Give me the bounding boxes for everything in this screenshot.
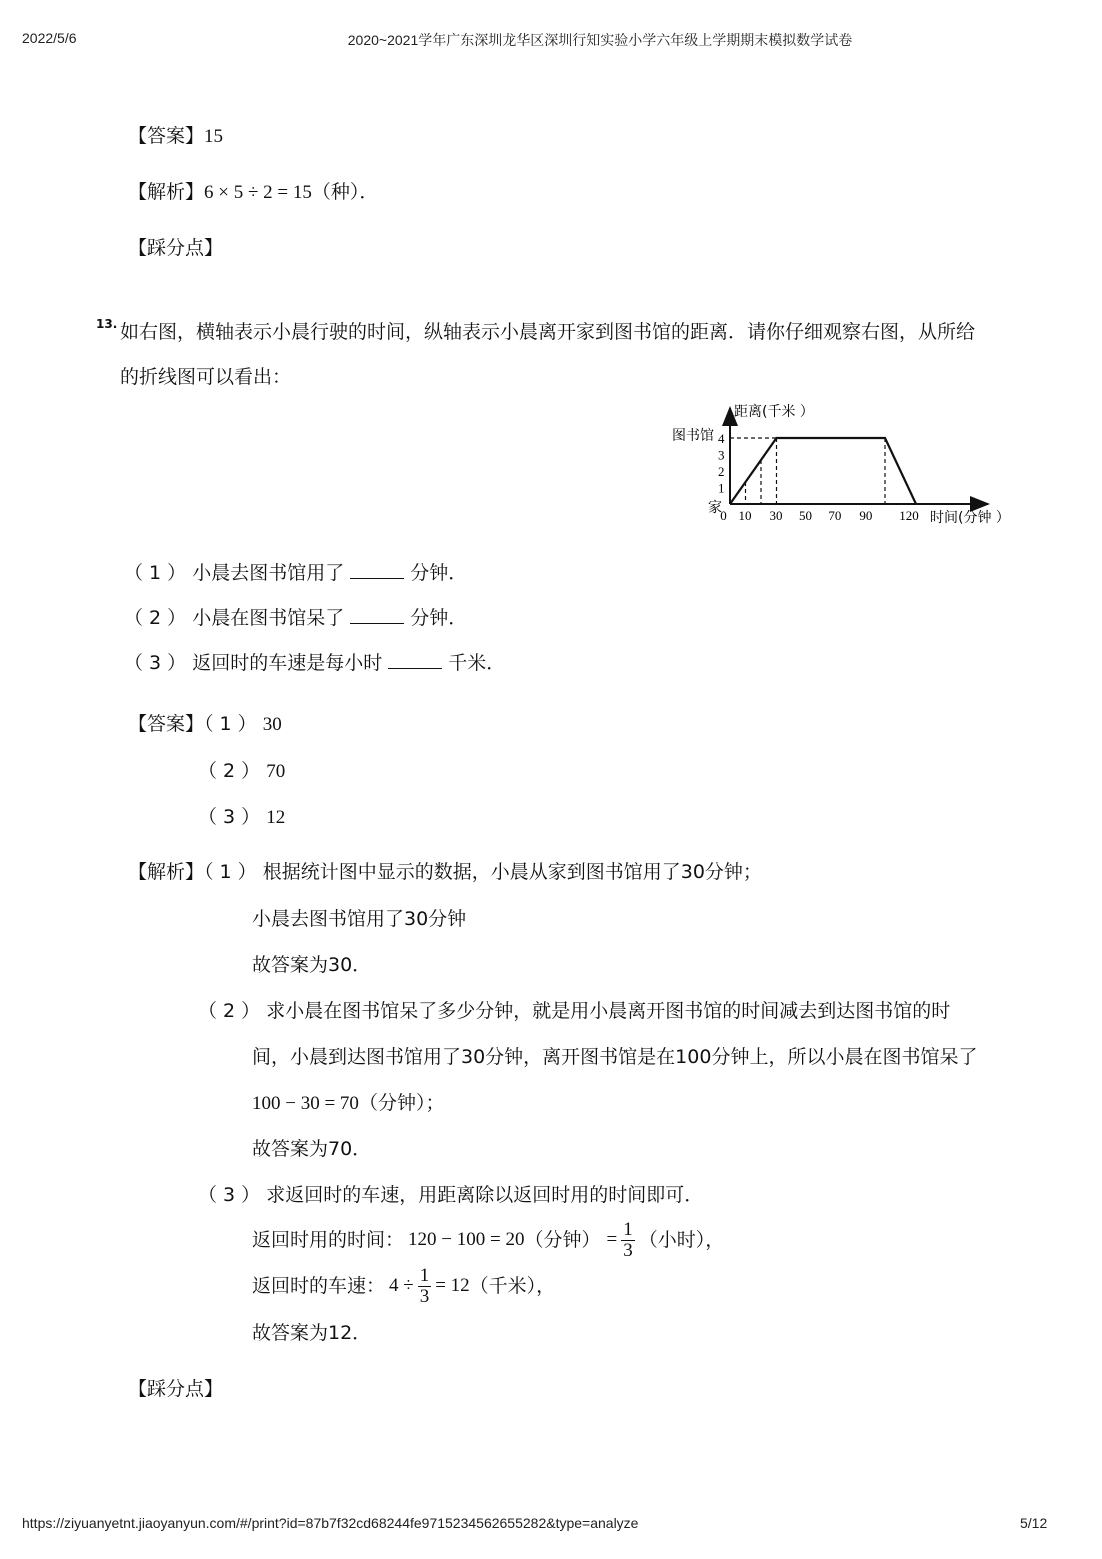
sub-question-text: 小晨在图书馆呆了 (192, 607, 345, 629)
y-tick-label: 3 (718, 447, 725, 463)
sub-question-text: 小晨去图书馆用了 (192, 562, 345, 584)
sub-question-1 (124, 560, 467, 585)
fraction-one-third: $\frac{1}{3}$ (623, 1218, 633, 1261)
answer-number: （ 2 ） (198, 760, 261, 782)
answer-blank (350, 605, 404, 624)
analysis-label: 【解析】 (128, 181, 205, 203)
analysis-text: （千米）， (469, 1275, 556, 1297)
sub-question-unit: 分钟． (410, 562, 468, 584)
chart-layer (718, 431, 919, 523)
answer-value: 30 (262, 714, 282, 735)
analysis-number: （ 1 ） (204, 861, 257, 883)
analysis-math: 6 × 5 ÷ 2 = 15 (204, 182, 312, 203)
q13-answer-1 (128, 712, 282, 737)
y-tick-label: 4 (718, 431, 725, 446)
x-tick-label: 50 (798, 508, 812, 523)
print-date: 2022/5/6 (22, 30, 77, 46)
x-tick-label: 10 (738, 508, 752, 523)
x-axis-label: 时间(分钟 ） (930, 510, 1010, 526)
x-tick-label: 70 (828, 508, 842, 523)
analysis-text: 求小晨在图书馆呆了多少分钟，就是用小晨离开图书馆的时间减去到达图书馆的时 (266, 1000, 951, 1022)
y-axis-label: 距离(千米 ） (734, 404, 814, 420)
analysis-part-3-line-1 (198, 1183, 703, 1207)
x-tick-label: 120 (899, 508, 919, 523)
x-tick-label: 90 (859, 508, 873, 523)
analysis-part-2-line-1 (198, 999, 950, 1023)
analysis-part-1-line-2: 小晨去图书馆用了30分钟 (252, 908, 467, 930)
sub-question-3 (124, 650, 505, 675)
question-line-2: 的折线图可以看出： (120, 366, 292, 388)
analysis-math: 120 − 100 = 20 (408, 1229, 525, 1250)
analysis-text: （分钟） (524, 1229, 601, 1251)
analysis-number: （ 3 ） (198, 1184, 261, 1206)
analysis-text: 返回时的车速： (252, 1275, 386, 1297)
analysis-math: 4 ÷ (389, 1275, 414, 1296)
analysis-part-1-line-1 (128, 860, 762, 884)
answer-label: 【答案】 (128, 713, 205, 735)
prev-analysis (128, 180, 378, 205)
page-number: 5/12 (1020, 1515, 1048, 1531)
sub-question-unit: 分钟． (410, 607, 468, 629)
distance-time-graph (670, 398, 1020, 530)
x-tick-label: 30 (769, 508, 783, 523)
analysis-part-3-line-4: 故答案为12． (252, 1322, 372, 1344)
answer-value: 15 (204, 126, 224, 147)
sub-question-number: （ 2 ） (124, 607, 187, 629)
analysis-text: 返回时用的时间： (252, 1229, 405, 1251)
analysis-text: （分钟）； (358, 1092, 445, 1114)
fraction-one-third: $\frac{1}{3}$ (419, 1264, 430, 1307)
y-tick-label: 1 (718, 480, 725, 496)
sub-question-2 (124, 605, 467, 630)
analysis-part-2-line-2: 间，小晨到达图书馆用了30分钟，离开图书馆是在100分钟上，所以小晨在图书馆呆了 (252, 1046, 978, 1068)
answer-value: 70 (266, 761, 286, 782)
prev-answer (128, 124, 223, 149)
analysis-math: = 12 (435, 1275, 470, 1296)
analysis-text: （小时）， (638, 1229, 725, 1251)
answer-value: 12 (266, 807, 286, 828)
analysis-text: 求返回时的车速，用距离除以返回时用的时间即可． (266, 1184, 704, 1206)
sub-question-unit: 千米． (448, 652, 506, 674)
analysis-part-3-line-2 (252, 1217, 724, 1263)
analysis-part-2-line-3 (252, 1091, 444, 1116)
x-tick-label: 0 (720, 508, 727, 523)
library-label: 图书馆 (672, 428, 714, 444)
q13-points-label: 【踩分点】 (128, 1378, 224, 1400)
analysis-part-2-line-4: 故答案为70． (252, 1138, 372, 1160)
analysis-text: 根据统计图中显示的数据，小晨从家到图书馆用了30分钟； (262, 861, 762, 883)
sub-question-text: 返回时的车速是每小时 (192, 652, 383, 674)
q13-answer-2 (198, 759, 285, 784)
analysis-equals: = (606, 1229, 618, 1250)
analysis-part-3-line-3 (252, 1263, 555, 1309)
question-number: 13. (96, 317, 118, 331)
sub-question-number: （ 3 ） (124, 652, 187, 674)
answer-blank (388, 650, 442, 669)
q13-answer-3 (198, 805, 285, 830)
home-label: 家 (708, 500, 722, 516)
analysis-math: 100 − 30 = 70 (252, 1093, 359, 1114)
footer-url: https://ziyuanyetnt.jiaoyanyun.com/#/print?id=87b7f32cd68244fe9715234562655282&type=analyze (22, 1515, 639, 1531)
analysis-part-1-line-3: 故答案为30． (252, 954, 372, 976)
answer-number: （ 1 ） (204, 713, 257, 735)
prev-points-label: 【踩分点】 (128, 237, 224, 259)
analysis-tail: （种）． (311, 181, 379, 203)
answer-label: 【答案】 (128, 125, 205, 147)
analysis-label: 【解析】 (128, 861, 205, 883)
document-title: 2020~2021学年广东深圳龙华区深圳行知实验小学六年级上学期期末模拟数学试卷 (347, 32, 853, 48)
distance-series-line (730, 438, 916, 504)
answer-blank (350, 560, 404, 579)
sub-question-number: （ 1 ） (124, 562, 187, 584)
question-line-1: 如右图，横轴表示小晨行驶的时间，纵轴表示小晨离开家到图书馆的距离．请你仔细观察右图，从所给 (120, 321, 976, 343)
y-tick-label: 2 (718, 464, 725, 479)
analysis-number: （ 2 ） (198, 1000, 261, 1022)
answer-number: （ 3 ） (198, 806, 261, 828)
